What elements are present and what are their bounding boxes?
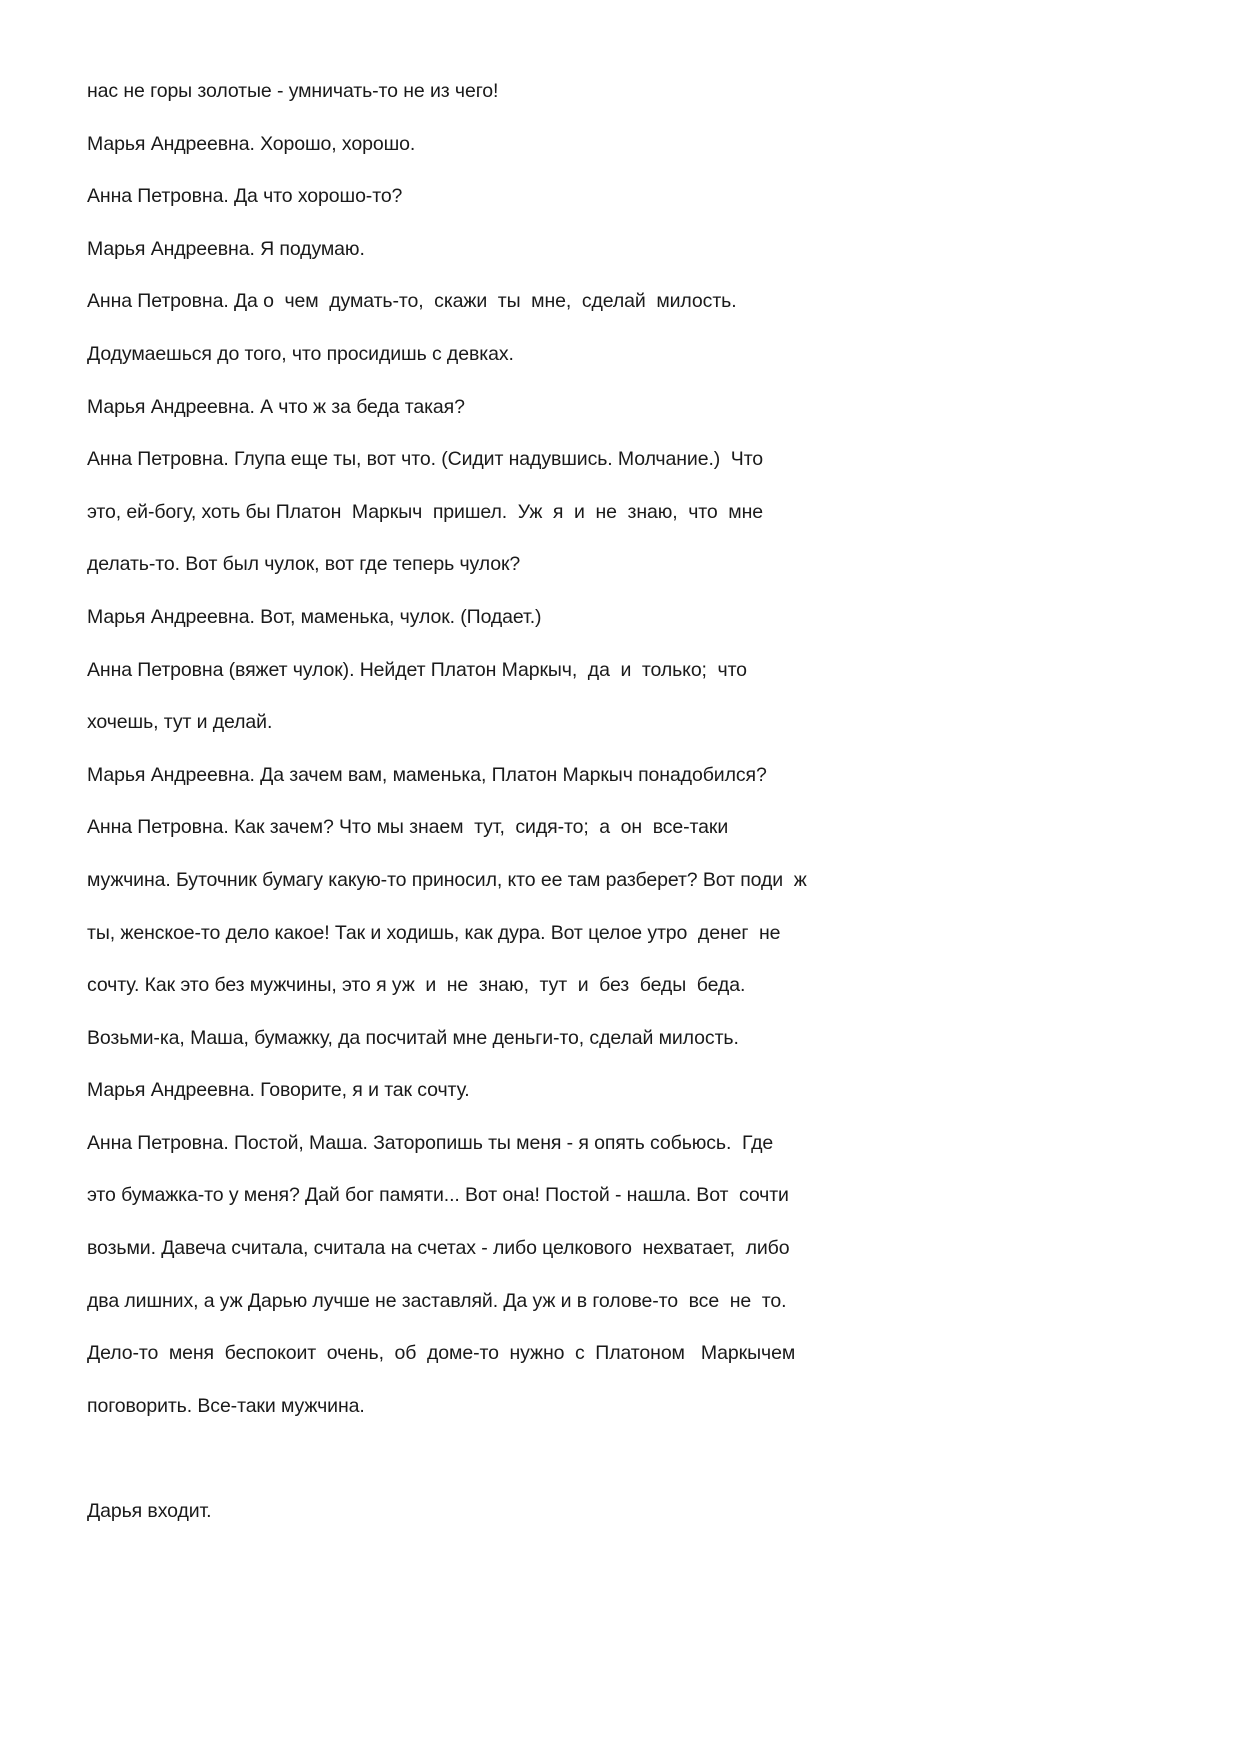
- blank-line: [87, 1447, 1087, 1500]
- play-text: [87, 80, 1087, 1553]
- text-line: ты, женское-то дело какое! Так и ходишь, как дура. Вот целое утро денег не: [87, 921, 781, 944]
- text-line: Марья Андреевна. Да зачем вам, маменька, Платон Маркыч понадобился?: [87, 763, 767, 786]
- text-line: Дело-то меня беспокоит очень, об доме-то нужно с Платоном Маркычем: [87, 1342, 796, 1365]
- text-line: Марья Андреевна. Говорите, я и так сочту.: [87, 1079, 470, 1102]
- text-line: Анна Петровна. Глупа еще ты, вот что. (Сидит надувшись. Молчание.) Что: [87, 448, 764, 471]
- text-line: это бумажка-то у меня? Дай бог памяти... Вот она! Постой - нашла. Вот сочти: [87, 1184, 789, 1207]
- text-line: это, ей-богу, хоть бы Платон Маркыч пришел. Уж я и не знаю, что мне: [87, 500, 763, 523]
- text-line: Марья Андреевна. Вот, маменька, чулок. (Подает.): [87, 605, 542, 628]
- text-line: Додумаешься до того, что просидишь с девках.: [87, 342, 514, 365]
- text-line: сочту. Как это без мужчины, это я уж и не знаю, тут и без беды беда.: [87, 974, 746, 997]
- text-line: Марья Андреевна. А что ж за беда такая?: [87, 395, 465, 418]
- stage-direction: Дарья входит.: [87, 1500, 212, 1523]
- text-line: Анна Петровна. Да что хорошо-то?: [87, 185, 403, 208]
- text-line: возьми. Давеча считала, считала на счетах - либо целкового нехватает, либо: [87, 1237, 790, 1260]
- text-line: Анна Петровна. Как зачем? Что мы знаем тут, сидя-то; а он все-таки: [87, 816, 729, 839]
- text-line: два лишних, а уж Дарью лучше не заставляй. Да уж и в голове-то все не то.: [87, 1289, 787, 1312]
- text-line: Анна Петровна. Постой, Маша. Заторопишь ты меня - я опять собьюсь. Где: [87, 1131, 774, 1154]
- text-line: мужчина. Буточник бумагу какую-то приносил, кто ее там разберет? Вот поди ж: [87, 868, 807, 891]
- text-line: Анна Петровна (вяжет чулок). Нейдет Платон Маркыч, да и только; что: [87, 658, 747, 681]
- text-line: Анна Петровна. Да о чем думать-то, скажи ты мне, сделай милость.: [87, 290, 737, 313]
- text-line: делать-то. Вот был чулок, вот где теперь чулок?: [87, 553, 521, 576]
- text-line: Марья Андреевна. Я подумаю.: [87, 237, 365, 260]
- text-line: Марья Андреевна. Хорошо, хорошо.: [87, 132, 416, 155]
- text-line: нас не горы золотые - умничать-то не из чего!: [87, 80, 499, 102]
- text-line: хочешь, тут и делай.: [87, 711, 273, 734]
- text-line: Возьми-ка, Маша, бумажку, да посчитай мне деньги-то, сделай милость.: [87, 1026, 739, 1049]
- text-line: поговорить. Все-таки мужчина.: [87, 1394, 365, 1417]
